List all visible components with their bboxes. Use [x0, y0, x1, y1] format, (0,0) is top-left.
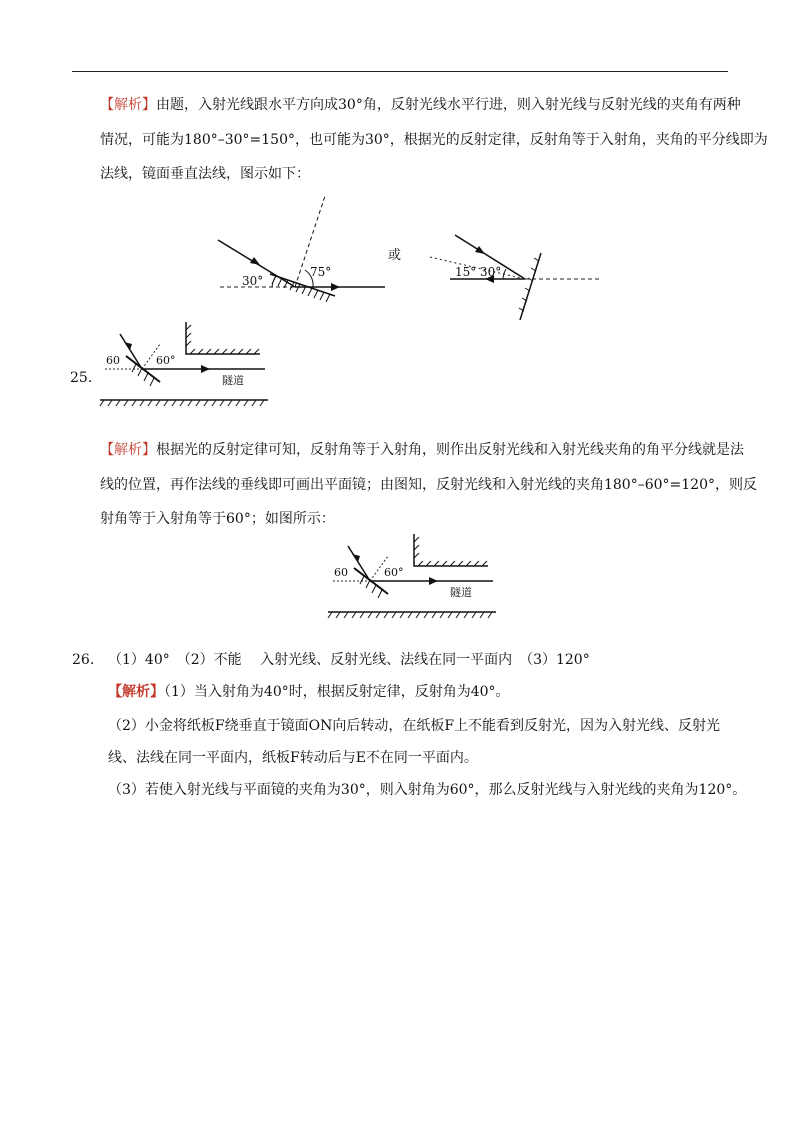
header-rule	[72, 71, 728, 72]
q26-number: 26.	[72, 652, 95, 668]
q25-explanation-line-3: 射角等于入射角等于60°；如图所示：	[100, 511, 335, 527]
q25-explanation-line-2: 线的位置，再作法线的垂线即可画出平面镜；由图知，反射光线和入射光线的夹角180°–60°=120°，则反	[100, 477, 757, 493]
analysis-tag: 【解析】	[100, 97, 156, 113]
q24-figure-right	[425, 225, 605, 325]
q25-figure	[100, 320, 275, 410]
q25-answer-angle-left: 60	[334, 566, 348, 579]
q24-figure-left	[210, 192, 390, 302]
q26-explanation-line-4: （3）若使入射光线与平面镜的夹角为30°，则入射角为60°，那么反射光线与入射光线的夹角为120°。	[108, 782, 747, 798]
analysis-tag: 【解析】	[108, 684, 164, 700]
q25-tunnel-label: 隧道	[222, 374, 244, 387]
q24-left-angle-75: 75°	[310, 265, 332, 279]
q25-answer-figure	[328, 532, 503, 622]
q24-left-angle-30: 30°	[242, 274, 264, 288]
q25-answer-tunnel-label: 隧道	[450, 586, 472, 599]
q26-explanation-line-3: 线、法线在同一平面内，纸板F转动后与E不在同一平面内。	[108, 750, 478, 766]
q24-explanation-line-2: 情况，可能为180°–30°=150°，也可能为30°，根据光的反射定律，反射角等于入射角，夹角的平分线即为	[100, 132, 768, 148]
q26-explanation-line-2: （2）小金将纸板F绕垂直于镜面ON向后转动，在纸板F上不能看到反射光，因为入射光线、反射光	[108, 718, 721, 734]
q25-angle-right: 60°	[156, 354, 176, 367]
q25-answer-angle-right: 60°	[384, 566, 404, 579]
q24-explanation-line-3: 法线，镜面垂直法线，图示如下：	[100, 166, 310, 182]
q24-explanation-line-1: 【解析】由题，入射光线跟水平方向成30°角，反射光线水平行进，则入射光线与反射光线的夹角有两种	[100, 97, 741, 113]
q25-number: 25.	[70, 370, 93, 386]
q26-answer: （1）40° （2）不能 入射光线、反射光线、法线在同一平面内 （3）120°	[108, 652, 590, 668]
q25-angle-left: 60	[106, 354, 120, 367]
q24-right-angle-30: 30°	[480, 265, 502, 279]
or-text: 或	[388, 248, 402, 263]
analysis-tag: 【解析】	[100, 442, 156, 458]
q26-explanation-line-1: 【解析】（1）当入射角为40°时，根据反射定律，反射角为40°。	[108, 684, 510, 700]
q24-right-angle-15: 15°	[455, 265, 477, 279]
q25-explanation-line-1: 【解析】根据光的反射定律可知，反射角等于入射角，则作出反射光线和入射光线夹角的角平分线就是法	[100, 442, 744, 458]
